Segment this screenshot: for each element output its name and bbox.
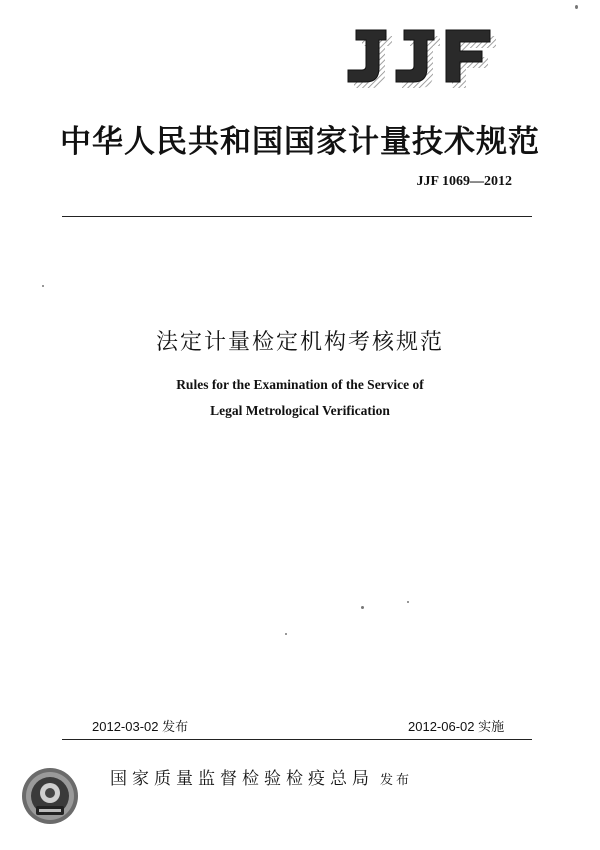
document-title-en-line2: Legal Metrological Verification — [210, 403, 390, 418]
issue-date: 2012-03-02 发布 — [92, 719, 189, 734]
scan-speck — [407, 601, 409, 603]
top-divider — [62, 216, 532, 217]
scan-speck — [575, 5, 578, 9]
implement-date: 2012-06-02 实施 — [408, 719, 505, 734]
publisher-seal-icon — [20, 766, 80, 826]
publisher-line — [110, 764, 412, 789]
bottom-divider — [62, 739, 532, 740]
publisher-suffix: 发布 — [380, 773, 413, 788]
scan-speck — [361, 606, 364, 609]
standard-code: JJF 1069—2012 — [416, 174, 512, 189]
publisher-name: 国家质量监督检验检疫总局 — [110, 769, 374, 789]
document-title-cn: 法定计量检定机构考核规范 — [155, 330, 444, 355]
scan-speck — [285, 633, 287, 635]
jjf-logo — [342, 28, 500, 90]
document-title-en-line1: Rules for the Examination of the Service of — [176, 377, 424, 392]
standard-category: 中华人民共和国国家计量技术规范 — [60, 124, 540, 160]
scan-speck — [42, 285, 44, 287]
